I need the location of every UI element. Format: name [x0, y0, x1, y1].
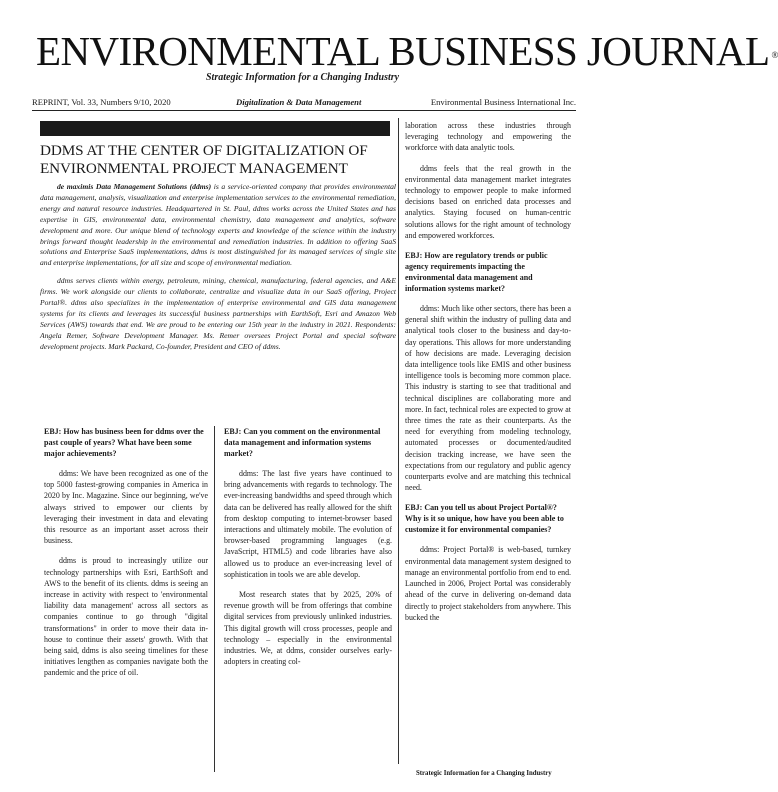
journal-title: ENVIRONMENTAL BUSINESS JOURNAL ®	[36, 28, 778, 74]
body-paragraph: ddms: Much like other sectors, there has been a general shift within the industry of pulling data and analytical tools closer to the business and day-to-day operations. This allows for more understanding of how decisions are made. Leveraging decision data intelligence tools like EMIS and other business intelligence tools is becoming more common place. This industry is starting to see that traditional and technical disciplines are collaborating more and more. In fact, technical roles are expected to grow at three times the rate as their counterparts. As the need for everything from modeling technology, automated processes or documented/audited decision tracking increase, we have seen the expectations from our regulatory and public agency counterparts evolve and are matching this technical need.	[405, 304, 571, 493]
column-1	[44, 426, 208, 688]
registered-mark: ®	[771, 50, 778, 60]
footer-tagline: Strategic Information for a Changing Industry	[416, 770, 552, 777]
masthead	[36, 28, 778, 83]
column-rule	[398, 118, 399, 764]
reprint-bar	[32, 97, 576, 111]
body-paragraph: ddms: Project Portal® is web-based, turnkey environmental data management system designed to manage an environmental portfolio from end to end. Launched in 2006, Project Portal was considerably ahead of the curve in delivering on-demand data directly to project stakeholders from anywhere. This bucked the	[405, 545, 571, 622]
headline-line-2: ENVIRONMENTAL PROJECT MANAGEMENT	[40, 160, 348, 177]
intro-paragraph-1	[40, 182, 396, 269]
body-paragraph: ddms: The last five years have continued to bring advancements with regards to technology. The ever-increasing bandwidths and speed through which data can be delivered has really allowed for the shift from desktop computing to internet-browser based interactions and ultimately mobile. The evolution of browser-based programming languages (e.g. JavaScript, HTML5) and code libraries have also allowed us to produce an ever-increasing level of sophistication in tools we are able develop.	[224, 469, 392, 579]
question-heading: EBJ: How has business been for ddms over the past couple of years? What have been some major achievements?	[44, 427, 204, 458]
column-2	[224, 426, 392, 676]
body-paragraph: Most research states that by 2025, 20% of revenue growth will be from offerings that combine digital services from previously unlinked industries. This digital growth will cross processes, people and technology – especially in the environmental industries. We, at ddms, consider ourselves early-adopters in creating col-	[224, 590, 392, 667]
question-heading: EBJ: How are regulatory trends or public agency requirements impacting the environmental data management and information systems market?	[405, 251, 548, 294]
article-intro	[40, 182, 396, 360]
reprint-volume: REPRINT, Vol. 33, Numbers 9/10, 2020	[32, 97, 171, 107]
column-rule	[214, 426, 215, 772]
article-headline	[40, 142, 396, 178]
intro-lead: de maximis Data Management Solutions (ddms)	[57, 182, 212, 191]
column-3	[405, 120, 571, 632]
question-heading: EBJ: Can you tell us about Project Portal®? Why is it so unique, how have you been able to customize it for environmental companies?	[405, 503, 564, 535]
issue-topic: Digitalization & Data Management	[236, 97, 362, 107]
body-paragraph: ddms: We have been recognized as one of the top 5000 fastest-growing companies in America in 2020 by Inc. Magazine. Since our beginning, we've always strived to empower our clients by leveraging their investment in data and elevating this resource as an important asset across their business.	[44, 469, 208, 546]
question-heading: EBJ: Can you comment on the environmental data management and information systems market?	[224, 427, 381, 458]
body-paragraph: laboration across these industries through leveraging technology and empowering the workforce with data analytic tools.	[405, 121, 571, 153]
headline-line-1: DDMS AT THE CENTER OF DIGITALIZATION OF	[40, 142, 368, 159]
body-paragraph: ddms is proud to increasingly utilize our technology partnerships with Esri, EarthSoft and AWS to the benefit of its clients. ddms is seeing an increase in activity with respect to 'environmental liability data management' across all sectors as companies continue to go through "digital transformations" in order to move their data in-house to continue their assets' growth. With that being said, ddms is also seeing timelines for these initiatives lengthen as companies navigate both the pandemic and the price of oil.	[44, 556, 208, 678]
body-paragraph: ddms feels that the real growth in the environmental data management market integrates technology to empower people to make informed decisions based on enriched data processes and analytics. Staying focused on human-centric solutions allows for the right amount of technology and empowered workforces.	[405, 163, 571, 240]
journal-tagline: Strategic Information for a Changing Industry	[206, 72, 400, 83]
intro-body-1: is a service-oriented company that provides environmental data management, analysis, visualization and enterprise implementation services to the environmental remediation, energy and natural resource industries. Headquartered in St. Paul, ddms works across the United States and has expertise in GIS, environmental data, environmental chemistry, data management and analytics, software development and more. Our unique blend of technology experts and knowledge of the science within the industry brings forward thought leadership in the environmental and remediation industries. In addition to offering SaaS solutions and Enterprise SaaS implementations, ddms is most distinguished for its managed services of single site and enterprise implementations, for all size and scope of environmental mediation.	[40, 182, 396, 268]
intro-paragraph-2: ddms serves clients within energy, petroleum, mining, chemical, manufacturing, federal agencies, and A&E firms. We work alongside our clients to collaborate, centralize and visualize data in our SaaS offering, Project Portal®. ddms also specializes in the implementation of enterprise environmental and GIS data management systems for its clients and leverages its successful business partnerships with EarthSoft, Esri and Amazon Web Services (AWS) towards that end. We are proud to be entering our 15th year in the industry in 2021. Respondents: Angela Remer, Software Development Manager. Ms. Remer oversees Project Portal and special software development projects. Mark Packard, Co-founder, President and CEO of ddms.	[40, 276, 396, 351]
section-black-bar	[40, 121, 390, 136]
publisher-name: Environmental Business International Inc.	[430, 97, 576, 107]
